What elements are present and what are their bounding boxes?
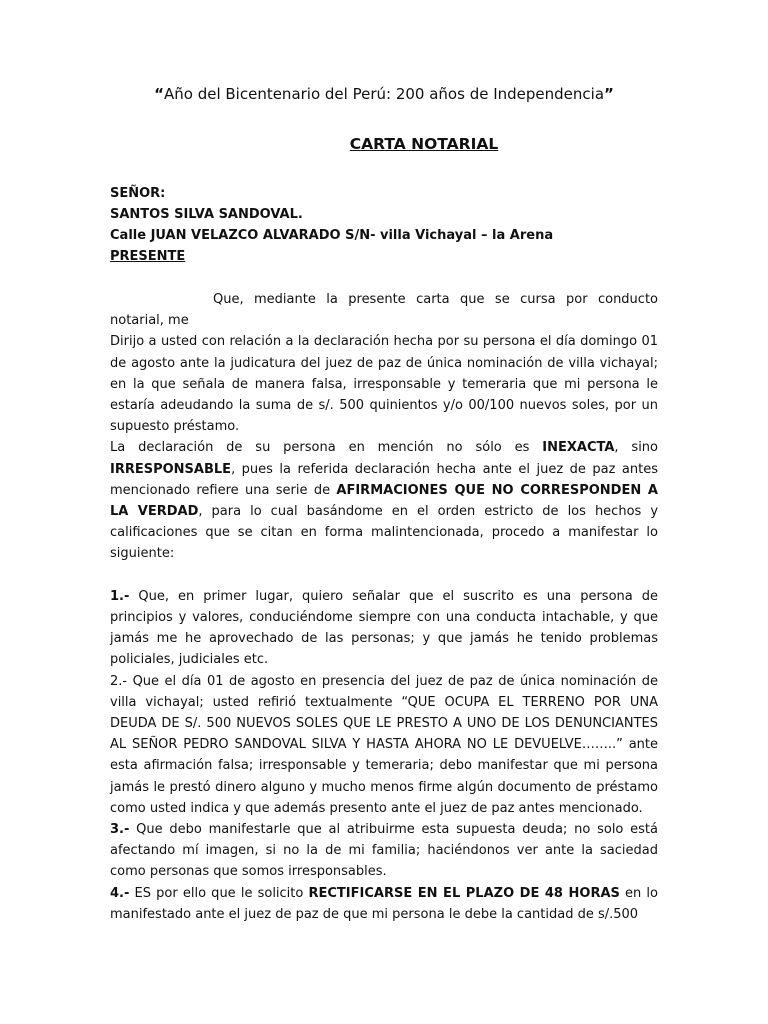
- addressee-address: Calle JUAN VELAZCO ALVARADO S/N- villa Vichayal – la Arena: [110, 228, 554, 243]
- year-motto: [0, 84, 768, 104]
- item-number: 3.-: [110, 822, 130, 838]
- year-motto-text: Año del Bicentenario del Perú: 200 años de Independencia: [163, 85, 605, 103]
- blank-line: [110, 565, 658, 586]
- text-run: La declaración de su persona en mención no sólo es: [110, 440, 543, 456]
- item-text: en lo manifestado ante el juez de paz de que mi persona le debe la cantidad de s/.500: [110, 885, 658, 922]
- paragraph-declaration: Dirijo a usted con relación a la declaración hecha por su persona el día domingo 01 de agosto ante la judicatura del juez de paz de única nominación de villa vichayal; en la que señala de manera falsa, irresponsable y temeraria que mi persona le estaría adeudando la suma de s/. 500 quinientos y/o 00/100 nuevos soles, por un supuesto préstamo.: [110, 334, 658, 435]
- item-3: [110, 819, 658, 883]
- open-quote: “: [154, 85, 164, 103]
- text-run: , para lo cual basándome en el orden estricto de los hechos y calificaciones que se citan en forma malintencionada, procedo a manifestar lo siguiente:: [110, 504, 659, 562]
- addressee-block: [110, 183, 658, 267]
- bold-run: RECTIFICARSE EN EL PLAZO DE 48 HORAS: [308, 885, 620, 901]
- item-text: Que, en primer lugar, quiero señalar que el suscrito es una persona de principios y valores, conduciéndome siempre con una conducta intachable, y que jamás me he aprovechado de las personas; y que jamás he tenido problemas policiales, judiciales etc.: [110, 588, 658, 668]
- item-text: ES por ello que le solicito: [129, 885, 309, 901]
- bold-run: INEXACTA: [542, 440, 615, 456]
- item-2: 2.- Que el día 01 de agosto en presencia del juez de paz de única nominación de villa vichayal; usted refirió textualmente “QUE OCUPA EL TERRENO POR UNA DEUDA DE S/. 500 NUEVOS SOLES QUE LE PRESTO A UNO DE LOS DENUNCIANTES AL SEÑOR PEDRO SANDOVAL SILVA Y HASTA AHORA NO LE DEVUELVE……..” ante esta afirmación falsa; irresponsable y temeraria; debo manifestar que mi persona jamás le prestó dinero alguno y mucho menos firme algún documento de préstamo como usted indica y que además presento ante el juez de paz antes mencionado.: [110, 673, 658, 816]
- presente-label: PRESENTE: [110, 249, 186, 264]
- document-title: CARTA NOTARIAL: [349, 135, 499, 153]
- item-number: 4.-: [110, 885, 130, 901]
- item-4: [110, 883, 658, 925]
- salutation: SEÑOR:: [110, 186, 166, 201]
- addressee-name: SANTOS SILVA SANDOVAL.: [110, 207, 303, 222]
- bold-run: IRRESPONSABLE: [110, 461, 232, 477]
- text-run: , pues la referida declaración hecha ante el juez de paz antes mencionado refiere una serie de: [110, 461, 658, 498]
- text-run: , sino: [614, 440, 658, 456]
- letter-body: [110, 289, 658, 925]
- item-text: Que debo manifestarle que al atribuirme esta supuesta deuda; no solo está afectando mí imagen, si no la de mi familia; haciéndonos ver ante la saciedad como personas que somos irresponsables.: [110, 822, 658, 880]
- close-quote: ”: [604, 85, 614, 103]
- item-number: 1.-: [110, 588, 130, 604]
- opening-paragraph: Que, mediante la presente carta que se cursa por conducto notarial, me: [110, 292, 658, 329]
- paragraph-inexact: [110, 437, 658, 564]
- bold-run: AFIRMACIONES QUE NO CORRESPONDEN A LA VERDAD: [110, 482, 658, 520]
- item-1: [110, 586, 658, 671]
